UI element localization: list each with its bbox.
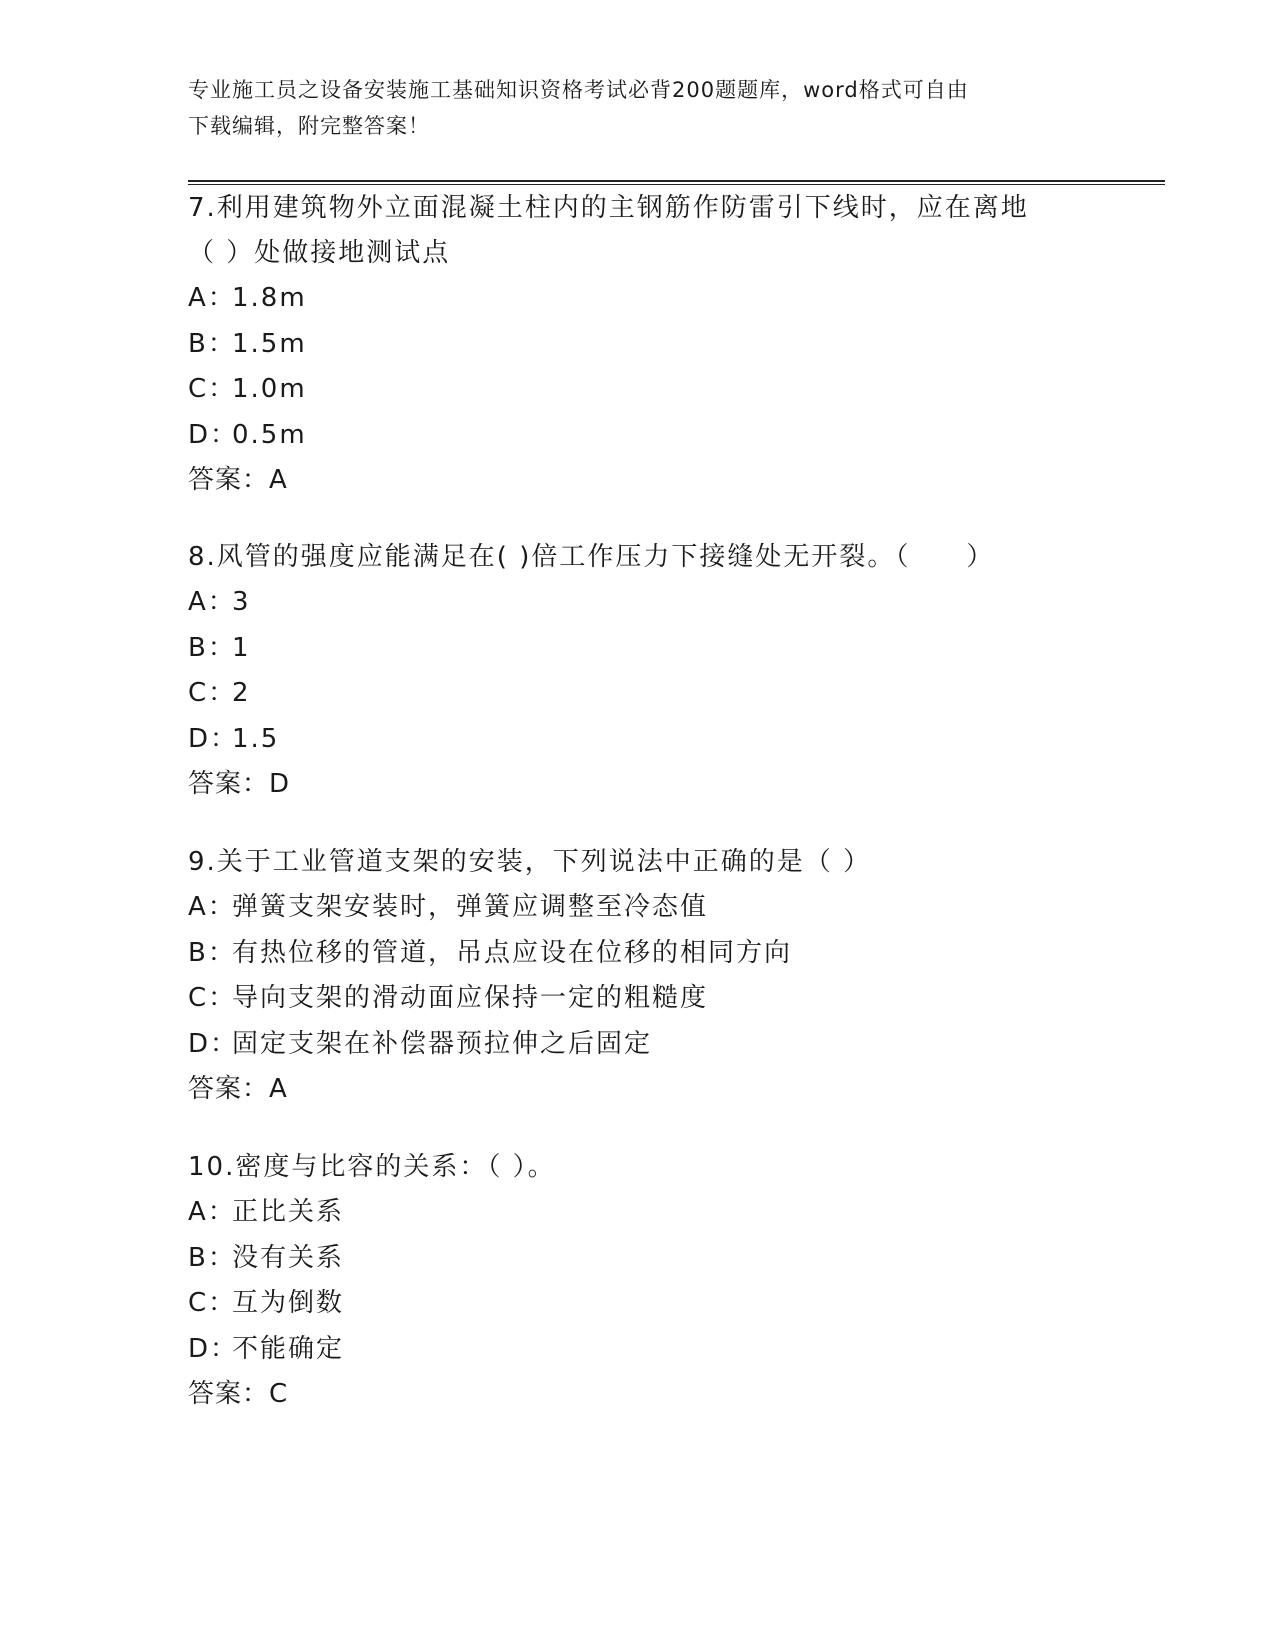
document-header <box>188 72 1068 144</box>
option-b <box>188 322 1088 368</box>
option-d <box>188 1327 1088 1373</box>
question-stem: 7.利用建筑物外立面混凝土柱内的主钢筋作防雷引下线时，应在离地 <box>188 193 1029 223</box>
option-c <box>188 976 1088 1022</box>
header-divider-thick <box>188 180 1165 182</box>
question-7 <box>188 186 1088 503</box>
option-label: C： <box>188 374 237 404</box>
option-text: 固定支架在补偿器预拉伸之后固定 <box>232 1028 653 1059</box>
option-c <box>188 367 1088 413</box>
answer: 答案：C <box>188 1379 289 1409</box>
answer: 答案：A <box>188 1074 288 1104</box>
option-c <box>188 1281 1088 1327</box>
question-8 <box>188 535 1088 807</box>
option-label: C： <box>188 983 237 1013</box>
option-text: 不能确定 <box>232 1333 345 1364</box>
option-label: C： <box>188 1288 237 1318</box>
option-text: 2 <box>232 678 251 708</box>
option-label: C： <box>188 678 237 708</box>
question-10 <box>188 1145 1088 1417</box>
option-text: 1.5 <box>232 723 280 754</box>
option-text: 正比关系 <box>232 1197 345 1227</box>
option-b <box>188 931 1088 977</box>
option-text: 1.8m <box>232 283 307 313</box>
option-text: 3 <box>232 587 251 617</box>
header-line-1: 专业施工员之设备安装施工基础知识资格考试必背200题题库，word格式可自由 <box>188 78 969 102</box>
option-d <box>188 717 1088 763</box>
option-text: 没有关系 <box>232 1242 345 1273</box>
option-text: 1.5m <box>232 328 307 359</box>
option-text: 有热位移的管道，吊点应设在位移的相同方向 <box>232 937 793 968</box>
option-a <box>188 1190 1088 1236</box>
option-a <box>188 885 1088 931</box>
option-label: D： <box>188 1333 239 1364</box>
option-text: 互为倒数 <box>232 1288 345 1318</box>
option-text: 导向支架的滑动面应保持一定的粗糙度 <box>232 983 709 1013</box>
option-text: 1 <box>232 632 251 663</box>
option-c <box>188 671 1088 717</box>
option-d <box>188 1022 1088 1068</box>
header-line-2: 下载编辑，附完整答案！ <box>188 114 430 138</box>
option-b <box>188 626 1088 672</box>
option-label: A： <box>188 892 236 922</box>
option-text: 1.0m <box>232 374 307 404</box>
option-label: D： <box>188 723 239 754</box>
option-a <box>188 580 1088 626</box>
option-label: B： <box>188 1242 236 1273</box>
option-label: B： <box>188 328 236 359</box>
option-a <box>188 276 1088 322</box>
option-text: 0.5m <box>232 419 307 450</box>
question-9 <box>188 840 1088 1112</box>
header-divider-thin <box>188 184 1165 185</box>
question-stem-continued: （ ）处做接地测试点 <box>188 238 451 268</box>
question-stem: 9.关于工业管道支架的安装，下列说法中正确的是（ ） <box>188 847 872 877</box>
answer: 答案：D <box>188 769 291 799</box>
option-label: A： <box>188 1197 236 1227</box>
option-b <box>188 1236 1088 1282</box>
option-label: B： <box>188 632 236 663</box>
option-label: A： <box>188 283 236 313</box>
question-stem: 10.密度与比容的关系：（ ）。 <box>188 1152 556 1182</box>
option-d <box>188 413 1088 459</box>
option-label: A： <box>188 587 236 617</box>
option-text: 弹簧支架安装时，弹簧应调整至冷态值 <box>232 892 709 922</box>
option-label: B： <box>188 937 236 968</box>
question-stem: 8.风管的强度应能满足在( )倍工作压力下接缝处无开裂。（ ） <box>188 542 995 572</box>
option-label: D： <box>188 419 239 450</box>
answer: 答案：A <box>188 465 288 495</box>
option-label: D： <box>188 1028 239 1059</box>
